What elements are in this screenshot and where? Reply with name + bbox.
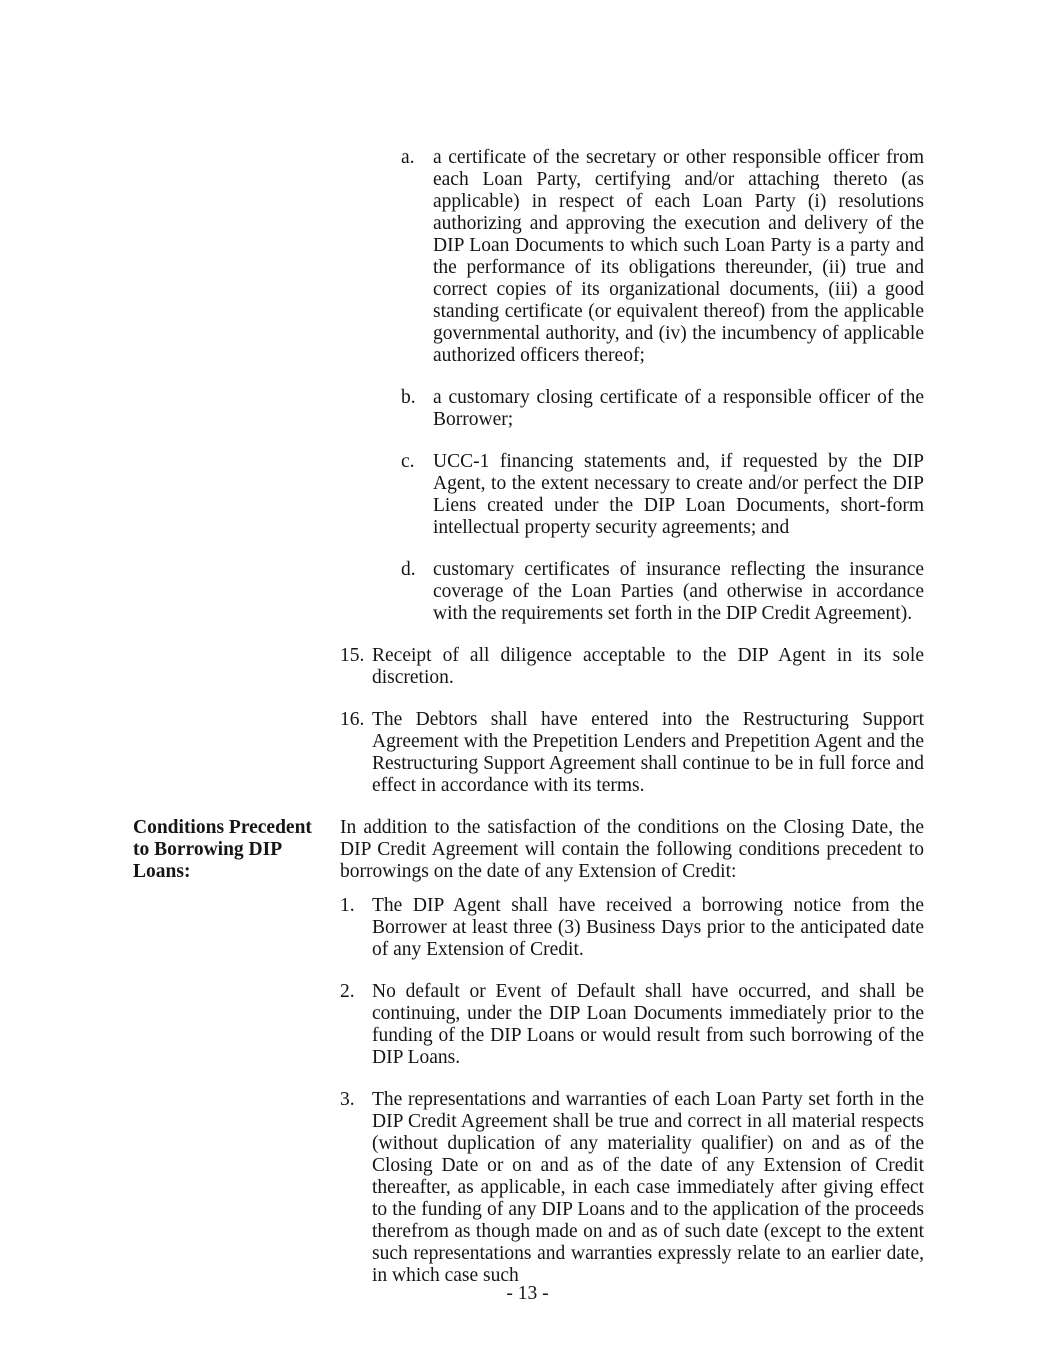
side-heading-line: Loans: [133,861,191,882]
page-number: - 13 - [506,1283,549,1304]
list-marker: c. [401,451,415,472]
list-item-c [401,451,924,539]
list-item-text: a customary closing certificate of a responsible officer of the Borrower; [433,387,924,430]
list-item-text: a certificate of the secretary or other responsible officer from each Loan Party, certifying and/or attaching thereto (as applicable) in respect of each Loan Party (i) resolutions authorizing and approving the execution and delivery of the DIP Loan Documents to which such Loan Party is a party and the performance of its obligations thereunder, (ii) true and correct copies of its organizational documents, (iii) a good standing certificate (or equivalent thereof) from the applicable governmental authority, and (iv) the incumbency of applicable authorized officers thereof; [433,147,924,366]
list-marker: a. [401,147,415,168]
list-item-2 [340,981,924,1069]
list-item-15 [340,645,924,689]
list-item-b [401,387,924,431]
list-item-1 [340,895,924,961]
list-marker: 2. [340,981,355,1002]
list-marker: d. [401,559,416,580]
list-item-16 [340,709,924,797]
list-item-text: customary certificates of insurance reflecting the insurance coverage of the Loan Parties (and otherwise in accordance with the requirements set forth in the DIP Credit Agreement). [433,559,924,624]
list-marker: 3. [340,1089,355,1110]
list-item-text: No default or Event of Default shall have occurred, and shall be continuing, under the DIP Loan Documents immediately prior to the funding of the DIP Loans or would result from such borrowing of the DIP Loans. [372,981,924,1068]
list-marker: 15. [340,645,365,666]
list-item-text: The DIP Agent shall have received a borrowing notice from the Borrower at least three (3) Business Days prior to the anticipated date of any Extension of Credit. [372,895,924,960]
conditions-precedent-section [133,817,924,1287]
list-item-text: The Debtors shall have entered into the Restructuring Support Agreement with the Prepetition Lenders and Prepetition Agent and the Restructuring Support Agreement shall continue to be in full force and effect in accordance with its terms. [372,709,924,796]
side-heading-line: to Borrowing DIP [133,839,283,860]
list-marker: b. [401,387,416,408]
list-marker: 1. [340,895,355,916]
document-body-column [133,147,924,1307]
list-item-text: The representations and warranties of each Loan Party set forth in the DIP Credit Agreement shall be true and correct in all material respects (without duplication of any materiality qualifier) on and as of the Closing Date or on and as of the date of any Extension of Credit thereafter, as applicable, in each case immediately after giving effect to the funding of any DIP Loans and to the application of the proceeds therefrom as though made on and as of such date (except to the extent such representations and warranties expressly relate to an earlier date, in which case such [372,1089,924,1286]
list-item-3 [340,1089,924,1287]
list-item-d [401,559,924,625]
side-heading-line: Conditions Precedent [133,817,312,838]
section-side-heading [133,817,338,883]
list-item-a [401,147,924,367]
list-item-text: Receipt of all diligence acceptable to the DIP Agent in its sole discretion. [372,645,924,688]
list-marker: 16. [340,709,365,730]
section-intro-paragraph: In addition to the satisfaction of the conditions on the Closing Date, the DIP Credit Agreement will contain the following conditions precedent to borrowings on the date of any Extension of Credit: [340,817,924,882]
list-item-text: UCC-1 financing statements and, if requested by the DIP Agent, to the extent necessary to create and/or perfect the DIP Liens created under the DIP Loan Documents, short-form intellectual property security agreements; and [433,451,924,538]
